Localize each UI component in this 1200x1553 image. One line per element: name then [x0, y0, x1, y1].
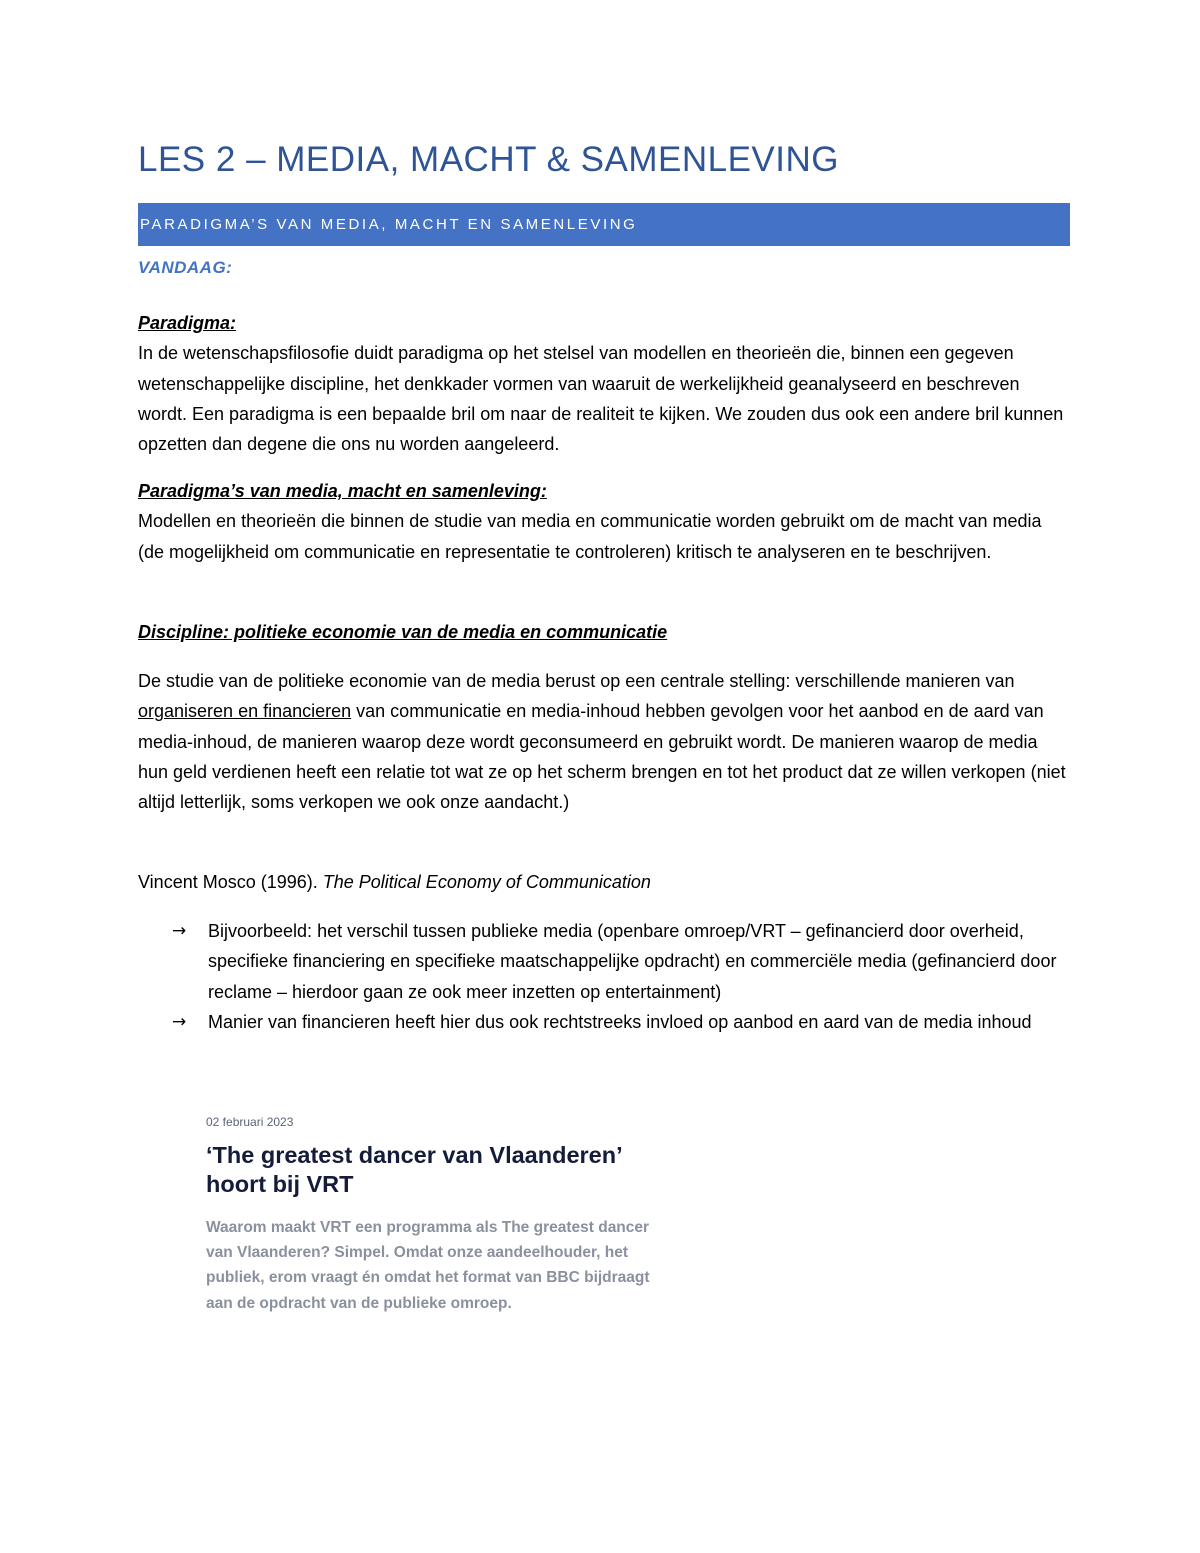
- discipline-heading: Discipline: politieke economie van de media en communicatie: [138, 622, 668, 642]
- section-heading: PARADIGMA’S VAN MEDIA, MACHT EN SAMENLEVING: [140, 216, 638, 233]
- discipline-text-underlined: organiseren en financieren: [138, 701, 352, 722]
- paradigma-block: [138, 308, 1070, 459]
- bullet-list: [138, 916, 1070, 1037]
- list-item: [138, 1007, 1070, 1037]
- bullet-text: Bijvoorbeeld: het verschil tussen publieke media (openbare omroep/VRT – gefinancierd door overheid, specifieke financiering en specifieke maatschappelijke opdracht) en commerciële media (gefinancierd door reclame – hierdoor gaan ze ook meer inzetten op entertainment): [208, 921, 1057, 1002]
- article-title-line2: hoort bij VRT: [206, 1171, 354, 1197]
- article-date: 02 februari 2023: [206, 1115, 294, 1129]
- embedded-article-screenshot: [206, 1115, 666, 1316]
- discipline-text-after: van communicatie en media-inhoud hebben gevolgen voor het aanbod en de aard van media-inhoud, de manieren waarop deze wordt geconsumeerd en gebruikt wordt. De manieren waarop de media hun geld verdienen heeft een relatie tot wat ze op het scherm brengen en tot het product dat ze willen verkopen (niet altijd letterlijk, soms verkopen we ook onze aandacht.): [138, 701, 1066, 813]
- discipline-paragraph: [138, 666, 1070, 817]
- paradigmas-block: [138, 476, 1070, 567]
- section-heading-bar: [138, 203, 1070, 246]
- arrow-right-icon: →: [172, 921, 187, 941]
- discipline-heading-block: [138, 617, 1070, 647]
- page-title: LES 2 – MEDIA, MACHT & SAMENLEVING: [138, 140, 839, 179]
- discipline-text-before: De studie van de politieke economie van de media berust op een centrale stelling: verschillende manieren van: [138, 671, 1015, 691]
- arrow-right-icon: →: [172, 1011, 187, 1032]
- reference-line: [138, 867, 1070, 897]
- article-title: [206, 1141, 666, 1199]
- paradigmas-text: Modellen en theorieën die binnen de studie van media en communicatie worden gebruikt om de macht van media (de mogelijkheid om communicatie en representatie te controleren) kritisch te analyseren en te beschrijven.: [138, 511, 1042, 562]
- paradigma-heading: Paradigma:: [138, 313, 237, 333]
- reference-work: The Political Economy of Communication: [322, 872, 651, 892]
- article-lead: Waarom maakt VRT een programma als The greatest dancer van Vlaanderen? Simpel. Omdat onze aandeelhouder, het publiek, erom vraagt én omdat het format van BBC bijdraagt aan de opdracht van de publieke omroep.: [206, 1219, 650, 1312]
- vandaag-label: VANDAAG:: [138, 258, 233, 277]
- paradigmas-heading: Paradigma’s van media, macht en samenleving:: [138, 481, 547, 501]
- article-title-line1: ‘The greatest dancer van Vlaanderen’: [206, 1142, 623, 1168]
- list-item: [138, 916, 1070, 1007]
- bullet-text: Manier van financieren heeft hier dus ook rechtstreeks invloed op aanbod en aard van de media inhoud: [208, 1011, 1032, 1032]
- reference-author-year: Vincent Mosco (1996).: [138, 872, 323, 892]
- paradigma-text: In de wetenschapsfilosofie duidt paradigma op het stelsel van modellen en theorieën die, binnen een gegeven wetenschappelijke discipline, het denkkader vormen van waaruit de werkelijkheid geanalyseerd en beschreven wordt. Een paradigma is een bepaalde bril om naar de realiteit te kijken. We zouden dus ook een andere bril kunnen opzetten dan degene die ons nu worden aangeleerd.: [138, 343, 1064, 455]
